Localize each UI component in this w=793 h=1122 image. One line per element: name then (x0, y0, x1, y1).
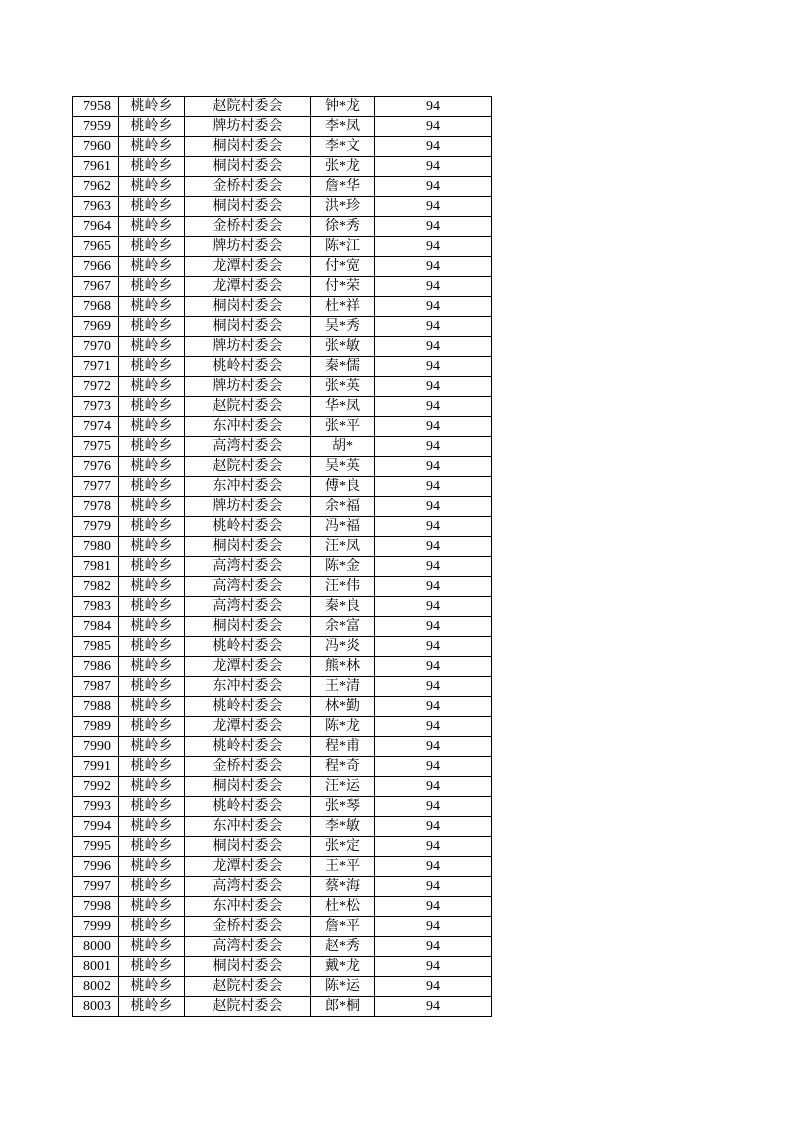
person-name-cell: 陈*龙 (311, 717, 375, 737)
row-number-cell: 7998 (73, 897, 119, 917)
village-committee-cell: 高湾村委会 (185, 597, 311, 617)
row-number-cell: 7999 (73, 917, 119, 937)
town-cell: 桃岭乡 (119, 117, 185, 137)
village-committee-cell: 金桥村委会 (185, 917, 311, 937)
row-number-cell: 7979 (73, 517, 119, 537)
table-row (73, 617, 492, 637)
table-row (73, 237, 492, 257)
village-committee-cell: 牌坊村委会 (185, 497, 311, 517)
table-row (73, 177, 492, 197)
score-cell: 94 (375, 97, 492, 117)
person-name-cell: 张*平 (311, 417, 375, 437)
town-cell: 桃岭乡 (119, 537, 185, 557)
score-cell: 94 (375, 557, 492, 577)
village-committee-cell: 高湾村委会 (185, 877, 311, 897)
row-number-cell: 7973 (73, 397, 119, 417)
table-row (73, 137, 492, 157)
score-cell: 94 (375, 737, 492, 757)
row-number-cell: 7966 (73, 257, 119, 277)
table-row (73, 637, 492, 657)
score-cell: 94 (375, 217, 492, 237)
person-name-cell: 詹*华 (311, 177, 375, 197)
town-cell: 桃岭乡 (119, 257, 185, 277)
person-name-cell: 秦*儒 (311, 357, 375, 377)
score-cell: 94 (375, 117, 492, 137)
roster-table-body (73, 97, 492, 1017)
town-cell: 桃岭乡 (119, 237, 185, 257)
table-row (73, 337, 492, 357)
score-cell: 94 (375, 917, 492, 937)
town-cell: 桃岭乡 (119, 197, 185, 217)
town-cell: 桃岭乡 (119, 97, 185, 117)
table-row (73, 717, 492, 737)
person-name-cell: 陈*金 (311, 557, 375, 577)
village-committee-cell: 高湾村委会 (185, 937, 311, 957)
person-name-cell: 吴*英 (311, 457, 375, 477)
village-committee-cell: 东冲村委会 (185, 677, 311, 697)
town-cell: 桃岭乡 (119, 297, 185, 317)
town-cell: 桃岭乡 (119, 617, 185, 637)
person-name-cell: 傅*良 (311, 477, 375, 497)
row-number-cell: 7964 (73, 217, 119, 237)
row-number-cell: 7976 (73, 457, 119, 477)
town-cell: 桃岭乡 (119, 897, 185, 917)
village-committee-cell: 赵院村委会 (185, 977, 311, 997)
score-cell: 94 (375, 497, 492, 517)
table-row (73, 657, 492, 677)
town-cell: 桃岭乡 (119, 497, 185, 517)
row-number-cell: 7981 (73, 557, 119, 577)
person-name-cell: 杜*祥 (311, 297, 375, 317)
table-row (73, 457, 492, 477)
town-cell: 桃岭乡 (119, 697, 185, 717)
person-name-cell: 陈*运 (311, 977, 375, 997)
score-cell: 94 (375, 157, 492, 177)
town-cell: 桃岭乡 (119, 757, 185, 777)
table-row (73, 597, 492, 617)
town-cell: 桃岭乡 (119, 817, 185, 837)
row-number-cell: 7990 (73, 737, 119, 757)
row-number-cell: 7984 (73, 617, 119, 637)
village-committee-cell: 桃岭村委会 (185, 517, 311, 537)
town-cell: 桃岭乡 (119, 797, 185, 817)
village-committee-cell: 龙潭村委会 (185, 257, 311, 277)
table-row (73, 577, 492, 597)
person-name-cell: 余*福 (311, 497, 375, 517)
town-cell: 桃岭乡 (119, 457, 185, 477)
table-row (73, 937, 492, 957)
town-cell: 桃岭乡 (119, 717, 185, 737)
score-cell: 94 (375, 137, 492, 157)
person-name-cell: 程*奇 (311, 757, 375, 777)
row-number-cell: 7969 (73, 317, 119, 337)
table-row (73, 837, 492, 857)
village-committee-cell: 桐岗村委会 (185, 837, 311, 857)
town-cell: 桃岭乡 (119, 437, 185, 457)
person-name-cell: 汪*凤 (311, 537, 375, 557)
town-cell: 桃岭乡 (119, 337, 185, 357)
table-row (73, 677, 492, 697)
town-cell: 桃岭乡 (119, 577, 185, 597)
village-committee-cell: 桐岗村委会 (185, 157, 311, 177)
table-row (73, 897, 492, 917)
person-name-cell: 蔡*海 (311, 877, 375, 897)
person-name-cell: 戴*龙 (311, 957, 375, 977)
row-number-cell: 7970 (73, 337, 119, 357)
score-cell: 94 (375, 617, 492, 637)
score-cell: 94 (375, 177, 492, 197)
town-cell: 桃岭乡 (119, 917, 185, 937)
row-number-cell: 7977 (73, 477, 119, 497)
village-committee-cell: 赵院村委会 (185, 97, 311, 117)
row-number-cell: 7987 (73, 677, 119, 697)
score-cell: 94 (375, 997, 492, 1017)
town-cell: 桃岭乡 (119, 137, 185, 157)
town-cell: 桃岭乡 (119, 357, 185, 377)
table-row (73, 957, 492, 977)
score-cell: 94 (375, 537, 492, 557)
person-name-cell: 冯*炎 (311, 637, 375, 657)
person-name-cell: 冯*福 (311, 517, 375, 537)
person-name-cell: 郎*桐 (311, 997, 375, 1017)
town-cell: 桃岭乡 (119, 737, 185, 757)
row-number-cell: 7960 (73, 137, 119, 157)
row-number-cell: 7994 (73, 817, 119, 837)
table-row (73, 297, 492, 317)
village-committee-cell: 龙潭村委会 (185, 857, 311, 877)
table-row (73, 517, 492, 537)
score-cell: 94 (375, 457, 492, 477)
person-name-cell: 李*文 (311, 137, 375, 157)
person-name-cell: 张*琴 (311, 797, 375, 817)
score-cell: 94 (375, 717, 492, 737)
row-number-cell: 8001 (73, 957, 119, 977)
score-cell: 94 (375, 797, 492, 817)
score-cell: 94 (375, 817, 492, 837)
score-cell: 94 (375, 297, 492, 317)
score-cell: 94 (375, 577, 492, 597)
village-committee-cell: 赵院村委会 (185, 997, 311, 1017)
row-number-cell: 7963 (73, 197, 119, 217)
person-name-cell: 付*荣 (311, 277, 375, 297)
score-cell: 94 (375, 837, 492, 857)
row-number-cell: 7993 (73, 797, 119, 817)
village-committee-cell: 牌坊村委会 (185, 337, 311, 357)
table-row (73, 417, 492, 437)
person-name-cell: 汪*伟 (311, 577, 375, 597)
row-number-cell: 7980 (73, 537, 119, 557)
person-name-cell: 熊*林 (311, 657, 375, 677)
person-name-cell: 程*甫 (311, 737, 375, 757)
person-name-cell: 张*英 (311, 377, 375, 397)
row-number-cell: 8003 (73, 997, 119, 1017)
village-committee-cell: 金桥村委会 (185, 757, 311, 777)
score-cell: 94 (375, 437, 492, 457)
village-committee-cell: 高湾村委会 (185, 577, 311, 597)
village-committee-cell: 桐岗村委会 (185, 317, 311, 337)
person-name-cell: 杜*松 (311, 897, 375, 917)
table-row (73, 697, 492, 717)
row-number-cell: 7995 (73, 837, 119, 857)
row-number-cell: 7959 (73, 117, 119, 137)
row-number-cell: 7962 (73, 177, 119, 197)
score-cell: 94 (375, 697, 492, 717)
town-cell: 桃岭乡 (119, 637, 185, 657)
town-cell: 桃岭乡 (119, 377, 185, 397)
row-number-cell: 7968 (73, 297, 119, 317)
person-name-cell: 胡* (311, 437, 375, 457)
score-cell: 94 (375, 957, 492, 977)
score-cell: 94 (375, 397, 492, 417)
person-name-cell: 吴*秀 (311, 317, 375, 337)
score-cell: 94 (375, 597, 492, 617)
town-cell: 桃岭乡 (119, 517, 185, 537)
score-cell: 94 (375, 357, 492, 377)
score-cell: 94 (375, 977, 492, 997)
town-cell: 桃岭乡 (119, 317, 185, 337)
row-number-cell: 7991 (73, 757, 119, 777)
village-committee-cell: 东冲村委会 (185, 417, 311, 437)
town-cell: 桃岭乡 (119, 997, 185, 1017)
roster-table (72, 96, 492, 1017)
table-row (73, 977, 492, 997)
town-cell: 桃岭乡 (119, 157, 185, 177)
row-number-cell: 7982 (73, 577, 119, 597)
village-committee-cell: 桐岗村委会 (185, 777, 311, 797)
village-committee-cell: 牌坊村委会 (185, 377, 311, 397)
row-number-cell: 7997 (73, 877, 119, 897)
town-cell: 桃岭乡 (119, 557, 185, 577)
village-committee-cell: 东冲村委会 (185, 817, 311, 837)
village-committee-cell: 东冲村委会 (185, 897, 311, 917)
score-cell: 94 (375, 937, 492, 957)
person-name-cell: 李*敏 (311, 817, 375, 837)
table-row (73, 797, 492, 817)
score-cell: 94 (375, 417, 492, 437)
village-committee-cell: 龙潭村委会 (185, 717, 311, 737)
village-committee-cell: 桐岗村委会 (185, 197, 311, 217)
row-number-cell: 7974 (73, 417, 119, 437)
person-name-cell: 洪*珍 (311, 197, 375, 217)
village-committee-cell: 桃岭村委会 (185, 357, 311, 377)
person-name-cell: 付*宽 (311, 257, 375, 277)
score-cell: 94 (375, 857, 492, 877)
town-cell: 桃岭乡 (119, 677, 185, 697)
village-committee-cell: 龙潭村委会 (185, 657, 311, 677)
row-number-cell: 7975 (73, 437, 119, 457)
table-row (73, 917, 492, 937)
table-row (73, 877, 492, 897)
score-cell: 94 (375, 197, 492, 217)
village-committee-cell: 桐岗村委会 (185, 537, 311, 557)
row-number-cell: 7961 (73, 157, 119, 177)
person-name-cell: 张*敏 (311, 337, 375, 357)
person-name-cell: 秦*良 (311, 597, 375, 617)
row-number-cell: 7988 (73, 697, 119, 717)
score-cell: 94 (375, 897, 492, 917)
score-cell: 94 (375, 257, 492, 277)
person-name-cell: 林*勤 (311, 697, 375, 717)
row-number-cell: 7967 (73, 277, 119, 297)
score-cell: 94 (375, 477, 492, 497)
table-row (73, 197, 492, 217)
score-cell: 94 (375, 237, 492, 257)
table-row (73, 997, 492, 1017)
table-row (73, 357, 492, 377)
village-committee-cell: 赵院村委会 (185, 397, 311, 417)
table-row (73, 397, 492, 417)
score-cell: 94 (375, 777, 492, 797)
table-row (73, 477, 492, 497)
table-row (73, 737, 492, 757)
town-cell: 桃岭乡 (119, 957, 185, 977)
table-row (73, 757, 492, 777)
table-row (73, 277, 492, 297)
score-cell: 94 (375, 517, 492, 537)
score-cell: 94 (375, 317, 492, 337)
person-name-cell: 陈*江 (311, 237, 375, 257)
town-cell: 桃岭乡 (119, 217, 185, 237)
person-name-cell: 李*凤 (311, 117, 375, 137)
row-number-cell: 8000 (73, 937, 119, 957)
person-name-cell: 王*平 (311, 857, 375, 877)
village-committee-cell: 桐岗村委会 (185, 957, 311, 977)
table-row (73, 377, 492, 397)
person-name-cell: 詹*平 (311, 917, 375, 937)
table-row (73, 257, 492, 277)
score-cell: 94 (375, 757, 492, 777)
village-committee-cell: 桐岗村委会 (185, 137, 311, 157)
town-cell: 桃岭乡 (119, 857, 185, 877)
score-cell: 94 (375, 877, 492, 897)
row-number-cell: 7996 (73, 857, 119, 877)
table-row (73, 557, 492, 577)
town-cell: 桃岭乡 (119, 597, 185, 617)
table-row (73, 157, 492, 177)
person-name-cell: 华*凤 (311, 397, 375, 417)
village-committee-cell: 牌坊村委会 (185, 117, 311, 137)
table-row (73, 317, 492, 337)
village-committee-cell: 桃岭村委会 (185, 797, 311, 817)
row-number-cell: 7978 (73, 497, 119, 517)
table-row (73, 497, 492, 517)
table-row (73, 437, 492, 457)
village-committee-cell: 东冲村委会 (185, 477, 311, 497)
score-cell: 94 (375, 677, 492, 697)
score-cell: 94 (375, 657, 492, 677)
town-cell: 桃岭乡 (119, 477, 185, 497)
village-committee-cell: 高湾村委会 (185, 557, 311, 577)
village-committee-cell: 桃岭村委会 (185, 637, 311, 657)
town-cell: 桃岭乡 (119, 937, 185, 957)
town-cell: 桃岭乡 (119, 417, 185, 437)
table-row (73, 537, 492, 557)
row-number-cell: 7989 (73, 717, 119, 737)
village-committee-cell: 桃岭村委会 (185, 697, 311, 717)
person-name-cell: 汪*运 (311, 777, 375, 797)
score-cell: 94 (375, 337, 492, 357)
score-cell: 94 (375, 637, 492, 657)
person-name-cell: 张*定 (311, 837, 375, 857)
town-cell: 桃岭乡 (119, 657, 185, 677)
village-committee-cell: 赵院村委会 (185, 457, 311, 477)
village-committee-cell: 桃岭村委会 (185, 737, 311, 757)
score-cell: 94 (375, 377, 492, 397)
village-committee-cell: 桐岗村委会 (185, 297, 311, 317)
village-committee-cell: 金桥村委会 (185, 177, 311, 197)
person-name-cell: 钟*龙 (311, 97, 375, 117)
row-number-cell: 7972 (73, 377, 119, 397)
village-committee-cell: 高湾村委会 (185, 437, 311, 457)
village-committee-cell: 牌坊村委会 (185, 237, 311, 257)
village-committee-cell: 桐岗村委会 (185, 617, 311, 637)
row-number-cell: 7965 (73, 237, 119, 257)
town-cell: 桃岭乡 (119, 277, 185, 297)
table-row (73, 777, 492, 797)
row-number-cell: 8002 (73, 977, 119, 997)
village-committee-cell: 龙潭村委会 (185, 277, 311, 297)
table-row (73, 217, 492, 237)
table-row (73, 97, 492, 117)
table-row (73, 857, 492, 877)
table-row (73, 117, 492, 137)
score-cell: 94 (375, 277, 492, 297)
town-cell: 桃岭乡 (119, 177, 185, 197)
town-cell: 桃岭乡 (119, 877, 185, 897)
town-cell: 桃岭乡 (119, 977, 185, 997)
person-name-cell: 余*富 (311, 617, 375, 637)
town-cell: 桃岭乡 (119, 777, 185, 797)
row-number-cell: 7985 (73, 637, 119, 657)
person-name-cell: 徐*秀 (311, 217, 375, 237)
row-number-cell: 7958 (73, 97, 119, 117)
person-name-cell: 赵*秀 (311, 937, 375, 957)
town-cell: 桃岭乡 (119, 837, 185, 857)
person-name-cell: 张*龙 (311, 157, 375, 177)
town-cell: 桃岭乡 (119, 397, 185, 417)
row-number-cell: 7971 (73, 357, 119, 377)
row-number-cell: 7983 (73, 597, 119, 617)
row-number-cell: 7992 (73, 777, 119, 797)
table-row (73, 817, 492, 837)
person-name-cell: 王*清 (311, 677, 375, 697)
row-number-cell: 7986 (73, 657, 119, 677)
village-committee-cell: 金桥村委会 (185, 217, 311, 237)
